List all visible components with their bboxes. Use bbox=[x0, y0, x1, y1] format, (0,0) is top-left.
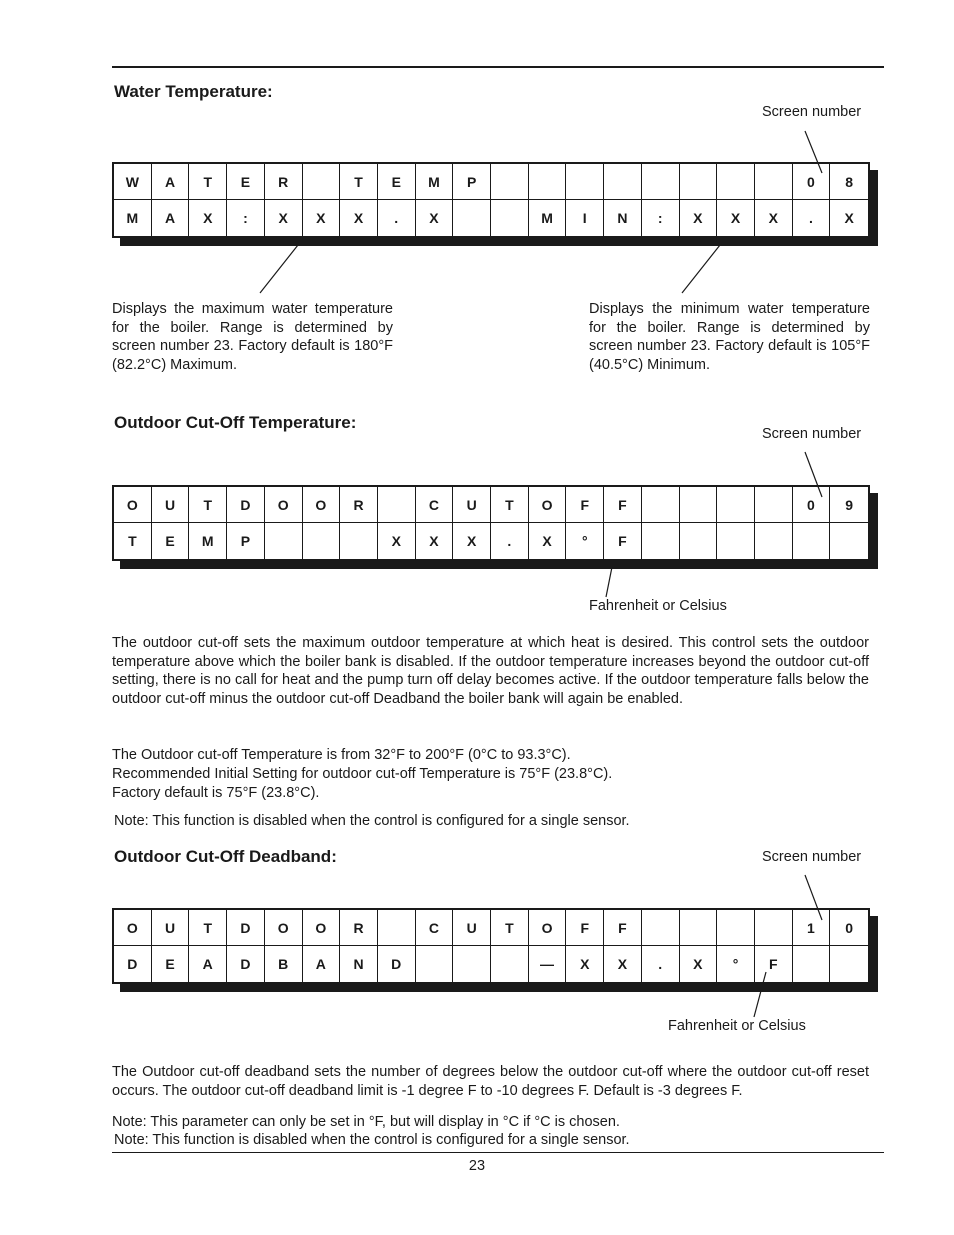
lcd-cell: T bbox=[340, 164, 378, 200]
lcd-cell: : bbox=[642, 200, 680, 236]
lcd-cell: O bbox=[303, 487, 341, 523]
lcd-cell: 0 bbox=[830, 910, 868, 946]
lcd-cell: F bbox=[566, 487, 604, 523]
lcd-cell: X bbox=[680, 946, 718, 982]
lcd-cell bbox=[604, 164, 642, 200]
lcd-cell: M bbox=[189, 523, 227, 559]
leader-line-unit bbox=[606, 567, 612, 597]
lcd-cell: X bbox=[604, 946, 642, 982]
lcd-cell bbox=[265, 523, 303, 559]
lcd-cell: X bbox=[416, 200, 454, 236]
lcd-cell: M bbox=[416, 164, 454, 200]
lcd-cell bbox=[340, 523, 378, 559]
lcd-cell: I bbox=[566, 200, 604, 236]
lcd-cell bbox=[642, 164, 680, 200]
lcd-cell: F bbox=[604, 910, 642, 946]
lcd-display-outdoor-cutoff bbox=[112, 485, 870, 561]
lcd-cell: R bbox=[340, 910, 378, 946]
lcd-cell bbox=[755, 910, 793, 946]
lcd-cell: . bbox=[491, 523, 529, 559]
lcd-cell: . bbox=[642, 946, 680, 982]
lcd-cell bbox=[717, 487, 755, 523]
lcd-cell: X bbox=[378, 523, 416, 559]
lcd-cell bbox=[491, 946, 529, 982]
cutoff-range: The Outdoor cut-off Temperature is from 32°F to 200°F (0°C to 93.3°C). bbox=[112, 747, 571, 763]
lcd-cell: M bbox=[529, 200, 567, 236]
lcd-cell bbox=[491, 200, 529, 236]
single-sensor-note: Note: This function is disabled when the control is configured for a single sensor. bbox=[114, 813, 630, 829]
lcd-cell bbox=[529, 164, 567, 200]
lcd-cell bbox=[566, 164, 604, 200]
lcd-cell: X bbox=[340, 200, 378, 236]
water-temperature-heading: Water Temperature: bbox=[114, 82, 273, 101]
lcd-grid bbox=[112, 485, 870, 561]
lcd-cell: T bbox=[189, 164, 227, 200]
lcd-cell bbox=[680, 164, 718, 200]
max-temp-callout: Displays the maximum water temperature for the boiler. Range is determined by screen number 23. Factory default is 180°F (82.2°C) Maximum. bbox=[112, 301, 393, 373]
lcd-cell bbox=[830, 523, 868, 559]
lcd-cell bbox=[717, 910, 755, 946]
lcd-cell: 0 bbox=[793, 487, 831, 523]
lcd-cell bbox=[680, 523, 718, 559]
page-number: 23 bbox=[468, 1158, 486, 1174]
lcd-cell bbox=[717, 523, 755, 559]
lcd-cell: T bbox=[491, 487, 529, 523]
lcd-cell: C bbox=[416, 910, 454, 946]
lcd-cell: D bbox=[114, 946, 152, 982]
unit-label: Fahrenheit or Celsius bbox=[589, 598, 727, 614]
deadband-description: The Outdoor cut-off deadband sets the number of degrees below the outdoor cut-off where the outdoor cut-off reset occurs. The outdoor cut-off deadband limit is -1 degree F to -10 degrees F. Default is -3 degrees F. bbox=[112, 1064, 869, 1099]
lcd-cell: X bbox=[529, 523, 567, 559]
lcd-cell bbox=[453, 200, 491, 236]
lcd-cell: P bbox=[453, 164, 491, 200]
lcd-cell bbox=[755, 164, 793, 200]
lcd-cell: X bbox=[265, 200, 303, 236]
lcd-cell bbox=[755, 487, 793, 523]
leader-line-max-temp bbox=[260, 245, 298, 293]
cutoff-recommended: Recommended Initial Setting for outdoor cut-off Temperature is 75°F (23.8°C). bbox=[112, 766, 613, 782]
lcd-cell: U bbox=[152, 910, 190, 946]
lcd-cell: R bbox=[340, 487, 378, 523]
lcd-cell: A bbox=[189, 946, 227, 982]
lcd-cell: N bbox=[604, 200, 642, 236]
lcd-cell bbox=[303, 164, 341, 200]
lcd-cell: X bbox=[680, 200, 718, 236]
lcd-cell bbox=[642, 487, 680, 523]
lcd-cell bbox=[378, 910, 416, 946]
lcd-cell bbox=[491, 164, 529, 200]
lcd-cell: U bbox=[453, 487, 491, 523]
lcd-cell: O bbox=[114, 910, 152, 946]
unit-label: Fahrenheit or Celsius bbox=[668, 1018, 806, 1034]
lcd-grid bbox=[112, 162, 870, 238]
lcd-cell: O bbox=[265, 910, 303, 946]
cutoff-description: The outdoor cut-off sets the maximum outdoor temperature at which heat is desired. This control sets the outdoor temperature above which the boiler bank is disabled. If the outdoor temperature increases beyond the outdoor cut-off setting, there is no call for heat and the pump turn off delay becomes active. If the outdoor temperature falls below the outdoor cut-off minus the outdoor cut-off Deadband the boiler bank will again be enabled. bbox=[112, 635, 869, 707]
lcd-cell: X bbox=[416, 523, 454, 559]
lcd-cell: A bbox=[152, 164, 190, 200]
lcd-cell: F bbox=[566, 910, 604, 946]
lcd-cell: B bbox=[265, 946, 303, 982]
lcd-cell: U bbox=[453, 910, 491, 946]
lcd-cell: C bbox=[416, 487, 454, 523]
deadband-unit-note: Note: This parameter can only be set in °F, but will display in °C if °C is chosen. bbox=[112, 1114, 620, 1130]
lcd-cell: O bbox=[303, 910, 341, 946]
min-temp-callout: Displays the minimum water temperature for the boiler. Range is determined by screen number 23. Factory default is 105°F (40.5°C) Minimum. bbox=[589, 301, 870, 373]
lcd-cell: M bbox=[114, 200, 152, 236]
outdoor-cutoff-deadband-heading: Outdoor Cut-Off Deadband: bbox=[114, 847, 337, 866]
lcd-cell bbox=[793, 523, 831, 559]
screen-number-label: Screen number bbox=[762, 104, 862, 120]
lcd-cell: . bbox=[378, 200, 416, 236]
lcd-cell: 1 bbox=[793, 910, 831, 946]
lcd-cell: — bbox=[529, 946, 567, 982]
lcd-cell: ° bbox=[566, 523, 604, 559]
lcd-cell: X bbox=[453, 523, 491, 559]
single-sensor-note: Note: This function is disabled when the control is configured for a single sensor. bbox=[114, 1132, 630, 1148]
lcd-cell: X bbox=[755, 200, 793, 236]
lcd-cell: X bbox=[566, 946, 604, 982]
lcd-cell: T bbox=[189, 910, 227, 946]
lcd-cell: D bbox=[227, 487, 265, 523]
lcd-grid bbox=[112, 908, 870, 984]
lcd-cell: F bbox=[604, 523, 642, 559]
lcd-cell: O bbox=[114, 487, 152, 523]
lcd-cell bbox=[717, 164, 755, 200]
lcd-cell bbox=[830, 946, 868, 982]
top-rule bbox=[112, 66, 884, 68]
lcd-cell: ° bbox=[717, 946, 755, 982]
lcd-cell: E bbox=[378, 164, 416, 200]
lcd-cell: T bbox=[114, 523, 152, 559]
lcd-cell: D bbox=[227, 946, 265, 982]
lcd-cell: W bbox=[114, 164, 152, 200]
lcd-cell: T bbox=[189, 487, 227, 523]
lcd-cell: O bbox=[529, 487, 567, 523]
lcd-cell: X bbox=[717, 200, 755, 236]
lcd-cell: X bbox=[844, 210, 854, 226]
lcd-cell: P bbox=[227, 523, 265, 559]
screen-number-label: Screen number bbox=[762, 426, 862, 442]
lcd-cell bbox=[755, 523, 793, 559]
lcd-cell: E bbox=[152, 946, 190, 982]
lcd-cell: 0 bbox=[793, 164, 831, 200]
lcd-cell: R bbox=[265, 164, 303, 200]
lcd-cell bbox=[793, 946, 831, 982]
lcd-cell: D bbox=[378, 946, 416, 982]
lcd-cell: D bbox=[227, 910, 265, 946]
lcd-cell: T bbox=[491, 910, 529, 946]
lcd-cell: 8 bbox=[830, 164, 868, 200]
leader-line-min-temp bbox=[682, 245, 720, 293]
lcd-cell: 9 bbox=[830, 487, 868, 523]
lcd-cell bbox=[642, 523, 680, 559]
lcd-cell: E bbox=[227, 164, 265, 200]
lcd-cell: X bbox=[189, 200, 227, 236]
screen-number-label: Screen number bbox=[762, 849, 862, 865]
lcd-cell: A bbox=[303, 946, 341, 982]
lcd-cell bbox=[378, 487, 416, 523]
lcd-cell: F bbox=[755, 946, 793, 982]
lcd-display-deadband bbox=[112, 908, 870, 984]
outdoor-cutoff-temperature-heading: Outdoor Cut-Off Temperature: bbox=[114, 413, 357, 432]
lcd-cell bbox=[416, 946, 454, 982]
lcd-cell: E bbox=[152, 523, 190, 559]
lcd-cell bbox=[453, 946, 491, 982]
bottom-rule bbox=[112, 1152, 884, 1153]
lcd-cell: : bbox=[227, 200, 265, 236]
cutoff-factory-default: Factory default is 75°F (23.8°C). bbox=[112, 785, 320, 801]
lcd-cell: O bbox=[265, 487, 303, 523]
lcd-cell: U bbox=[152, 487, 190, 523]
lcd-cell: N bbox=[340, 946, 378, 982]
lcd-cell bbox=[680, 910, 718, 946]
lcd-cell: F bbox=[604, 487, 642, 523]
lcd-display-water-temp bbox=[112, 162, 870, 238]
lcd-cell bbox=[680, 487, 718, 523]
lcd-cell bbox=[303, 523, 341, 559]
lcd-cell: A bbox=[152, 200, 190, 236]
lcd-cell: X bbox=[303, 200, 341, 236]
lcd-cell bbox=[642, 910, 680, 946]
lcd-cell: . bbox=[793, 200, 831, 236]
lcd-cell: O bbox=[529, 910, 567, 946]
